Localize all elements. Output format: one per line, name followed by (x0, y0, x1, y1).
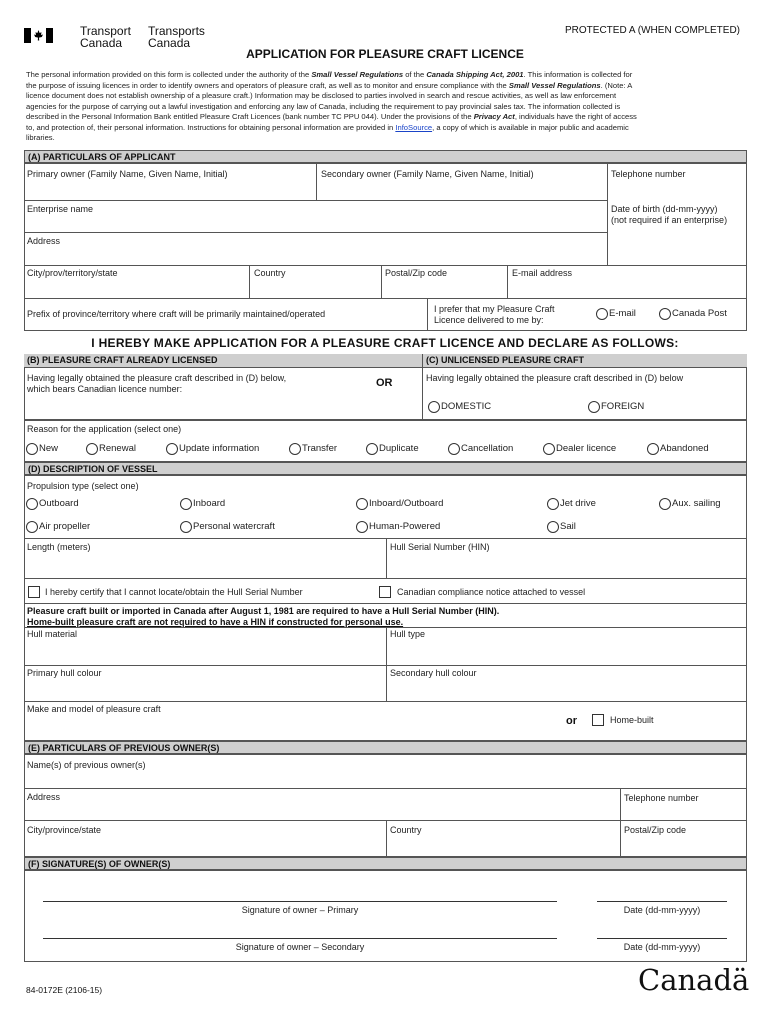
primary-signature-label: Signature of owner – Primary (241, 905, 359, 915)
reason-new-label: New (39, 443, 59, 454)
certify-no-hin-label: I hereby certify that I cannot locate/obtain the Hull Serial Number (45, 587, 303, 597)
email-address-field[interactable]: E-mail address (512, 268, 573, 278)
province-prefix-field[interactable]: Prefix of province/territory where craft will be primarily maintained/operated (27, 309, 326, 319)
reason-duplicate-radio[interactable] (366, 443, 378, 455)
or-separator: OR (376, 377, 393, 389)
department-name-en: Transport Canada (80, 24, 131, 50)
primary-date-line[interactable] (597, 901, 727, 902)
reason-duplicate-label: Duplicate (379, 443, 419, 454)
previous-owner-postal-field[interactable]: Postal/Zip code (624, 825, 687, 835)
secondary-date-line[interactable] (597, 938, 727, 939)
reason-update-information-label: Update information (179, 443, 260, 454)
previous-owner-names-field[interactable]: Name(s) of previous owner(s) (27, 760, 146, 770)
propulsion-inboard-outboard-label: Inboard/Outboard (369, 498, 444, 509)
hin-requirement-note: Pleasure craft built or imported in Canada after August 1, 1981 are required to have a Hull Serial Number (HIN). Home-built pleasure craft are not required to have a HIN if constructed for personal use. (27, 606, 500, 627)
section-a-frame (24, 163, 747, 331)
enterprise-name-field[interactable]: Enterprise name (27, 204, 94, 214)
secondary-owner-field[interactable]: Secondary owner (Family Name, Given Name, Initial) (321, 169, 534, 179)
secondary-colour-field[interactable]: Secondary hull colour (390, 668, 477, 678)
reason-abandoned-radio[interactable] (647, 443, 659, 455)
delivery-preference-label: I prefer that my Pleasure Craft Licence delivered to me by: (434, 304, 555, 325)
propulsion-sail-label: Sail (560, 521, 576, 532)
propulsion-inboard-label: Inboard (193, 498, 226, 509)
post-delivery-radio[interactable] (659, 308, 671, 320)
propulsion-human-powered-label: Human-Powered (369, 521, 441, 532)
propulsion-jet-drive-label: Jet drive (560, 498, 596, 509)
domestic-label: DOMESTIC (441, 401, 492, 412)
reason-dealer-licence-label: Dealer licence (556, 443, 617, 454)
home-built-label: Home-built (610, 715, 654, 725)
form-title: APPLICATION FOR PLEASURE CRAFT LICENCE (246, 47, 524, 61)
declaration-heading: I HEREBY MAKE APPLICATION FOR A PLEASURE CRAFT LICENCE AND DECLARE AS FOLLOWS: (91, 336, 679, 350)
section-e-header: (E) PARTICULARS OF PREVIOUS OWNER(S) (24, 741, 747, 754)
address-field[interactable]: Address (27, 236, 61, 246)
post-delivery-label: Canada Post (672, 308, 727, 319)
protected-label: PROTECTED A (WHEN COMPLETED) (565, 25, 741, 36)
section-b-header: (B) PLEASURE CRAFT ALREADY LICENSED (27, 355, 218, 365)
compliance-notice-checkbox[interactable] (379, 586, 391, 598)
section-d-header: (D) DESCRIPTION OF VESSEL (24, 462, 747, 475)
section-a-header: (A) PARTICULARS OF APPLICANT (24, 150, 747, 163)
reason-renewal-label: Renewal (99, 443, 136, 454)
hin-field[interactable]: Hull Serial Number (HIN) (390, 542, 490, 552)
primary-owner-field[interactable]: Primary owner (Family Name, Given Name, Initial) (27, 169, 228, 179)
previous-owner-country-field[interactable]: Country (390, 825, 422, 835)
hull-material-field[interactable]: Hull material (27, 629, 78, 639)
propulsion-sail-radio[interactable] (547, 521, 559, 533)
foreign-radio[interactable] (588, 401, 600, 413)
reason-label: Reason for the application (select one) (27, 424, 182, 434)
department-name-fr: Transports Canada (148, 24, 205, 50)
propulsion-human-powered-radio[interactable] (356, 521, 368, 533)
postal-code-field[interactable]: Postal/Zip code (385, 268, 448, 278)
foreign-label: FOREIGN (601, 401, 645, 412)
city-field[interactable]: City/prov/territory/state (27, 268, 118, 278)
home-built-checkbox[interactable] (592, 714, 604, 726)
compliance-notice-label: Canadian compliance notice attached to vessel (397, 587, 586, 597)
propulsion-inboard-outboard-radio[interactable] (356, 498, 368, 510)
propulsion-aux-sailing-label: Aux. sailing (672, 498, 721, 509)
secondary-date-label: Date (dd-mm-yyyy) (623, 942, 701, 952)
section-c-text: Having legally obtained the pleasure craft described in (D) below (426, 373, 684, 383)
reason-renewal-radio[interactable] (86, 443, 98, 455)
secondary-signature-label: Signature of owner – Secondary (235, 942, 365, 952)
reason-transfer-label: Transfer (302, 443, 338, 454)
reason-transfer-radio[interactable] (289, 443, 301, 455)
primary-date-label: Date (dd-mm-yyyy) (623, 905, 701, 915)
previous-owner-city-field[interactable]: City/province/state (27, 825, 102, 835)
form-number: 84-0172E (2106-15) (26, 985, 103, 995)
email-delivery-radio[interactable] (596, 308, 608, 320)
propulsion-air-propeller-radio[interactable] (26, 521, 38, 533)
domestic-radio[interactable] (428, 401, 440, 413)
propulsion-personal-watercraft-radio[interactable] (180, 521, 192, 533)
primary-colour-field[interactable]: Primary hull colour (27, 668, 102, 678)
length-field[interactable]: Length (meters) (27, 542, 91, 552)
country-field[interactable]: Country (254, 268, 286, 278)
reason-cancellation-radio[interactable] (448, 443, 460, 455)
privacy-notice: The personal information provided on this form is collected under the authority of the Small Vessel Regulations of the Canada Shipping Act, 2001. This information is collected for the purpose of issuing licences in order to identify owners and operators of pleasure craft, as well as to monitor and ensure compliance with the Small Vessel Regulations. (Note: A licence document does not establish ownership of a pleasure craft.) Information may be disclosed to parties involved in search and rescue activities, as well as law enforcement agencies for the purpose of carrying out a lawful investigation and enforcing any law of Canada, including the requirement to pay provincial sales tax. The information collected is described in the Personal Information Bank entitled Pleasure Craft Licences (bank number TC PPU 044). Under the provisions of the Privacy Act, individuals have the right of access to, and protection of, their personal information. Instructions for obtaining personal information are provided in InfoSource, a copy of which is available in major public and academic libraries. (26, 70, 637, 142)
telephone-field[interactable]: Telephone number (611, 169, 686, 179)
propulsion-outboard-label: Outboard (39, 498, 79, 509)
canada-wordmark: Canadä (638, 963, 750, 997)
reason-update-information-radio[interactable] (166, 443, 178, 455)
reason-cancellation-label: Cancellation (461, 443, 514, 454)
propulsion-personal-watercraft-label: Personal watercraft (193, 521, 275, 532)
section-b-text: Having legally obtained the pleasure craft described in (D) below, which bears Canadian licence number: (27, 373, 287, 394)
propulsion-outboard-radio[interactable] (26, 498, 38, 510)
section-f-header: (F) SIGNATURE(S) OF OWNER(S) (24, 857, 747, 870)
date-of-birth-field[interactable]: Date of birth (dd-mm-yyyy) (not required if an enterprise) (611, 204, 728, 225)
reason-new-radio[interactable] (26, 443, 38, 455)
make-model-field[interactable]: Make and model of pleasure craft (27, 704, 161, 714)
certify-no-hin-checkbox[interactable] (28, 586, 40, 598)
canada-flag-icon (24, 28, 53, 43)
reason-abandoned-label: Abandoned (660, 443, 709, 454)
propulsion-air-propeller-label: Air propeller (39, 521, 91, 532)
propulsion-label: Propulsion type (select one) (27, 481, 139, 491)
section-c-header: (C) UNLICENSED PLEASURE CRAFT (426, 355, 585, 365)
previous-owner-address-field[interactable]: Address (27, 792, 61, 802)
primary-signature-line[interactable] (43, 901, 557, 902)
propulsion-jet-drive-radio[interactable] (547, 498, 559, 510)
secondary-signature-line[interactable] (43, 938, 557, 939)
hull-type-field[interactable]: Hull type (390, 629, 426, 639)
email-delivery-label: E-mail (609, 308, 636, 319)
home-built-or: or (566, 715, 577, 727)
reason-dealer-licence-radio[interactable] (543, 443, 555, 455)
propulsion-aux-sailing-radio[interactable] (659, 498, 671, 510)
previous-owner-telephone-field[interactable]: Telephone number (624, 793, 699, 803)
infosource-link[interactable]: InfoSource (395, 122, 433, 132)
propulsion-inboard-radio[interactable] (180, 498, 192, 510)
